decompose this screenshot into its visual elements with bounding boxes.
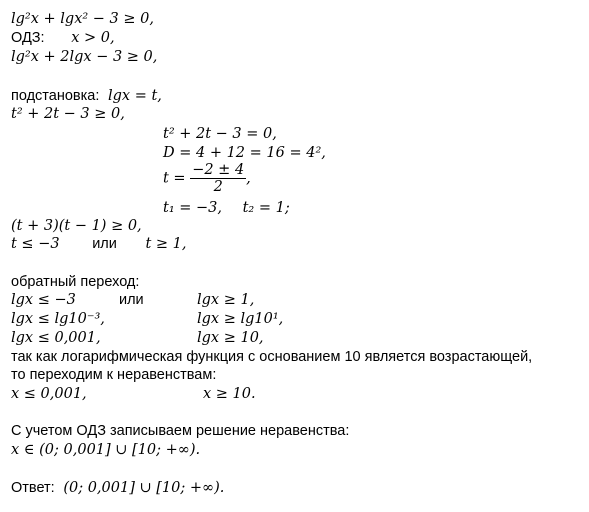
factored-inequality: (t + 3)(t − 1) ≥ 0, — [11, 218, 142, 234]
t-case-a: t ≤ −3 — [11, 236, 60, 252]
back-line-3-left: lgx ≤ 0,001, — [11, 330, 101, 346]
domain-line — [11, 30, 115, 47]
quadratic-inequality: t² + 2t − 3 ≥ 0, — [11, 106, 125, 122]
root-fraction-denominator: 2 — [213, 179, 223, 195]
transformed-inequality: lg²x + 2lgx − 3 ≥ 0, — [11, 49, 158, 65]
substitution-line — [11, 88, 162, 105]
monotonic-note-2: то переходим к неравенствам: — [11, 367, 217, 383]
back-line-2-right: lgx ≥ lg10¹, — [197, 311, 284, 327]
x-result-right: x ≥ 10. — [203, 386, 256, 402]
x-result-left: x ≤ 0,001, — [11, 386, 87, 402]
root-fraction — [190, 162, 246, 195]
answer-line — [11, 480, 224, 497]
back-line-2-left: lgx ≤ lg10⁻³, — [11, 311, 105, 327]
back-line-3-right: lgx ≥ 10, — [197, 330, 264, 346]
or-word-1: или — [92, 236, 117, 252]
back-substitution-label: обратный переход: — [11, 274, 140, 290]
substitution-label: подстановка: — [11, 88, 100, 104]
root-formula-comma: , — [246, 170, 251, 187]
root-formula-lhs: t = — [163, 170, 186, 187]
back-line-1-right: lgx ≥ 1, — [197, 292, 255, 308]
original-inequality: lg²x + lgx² − 3 ≥ 0, — [11, 11, 154, 27]
root-1: t₁ = −3, — [163, 200, 222, 216]
domain-label: ОДЗ: — [11, 30, 45, 46]
or-word-2: или — [119, 292, 144, 308]
root-2: t₂ = 1; — [242, 200, 290, 216]
domain-expression: x > 0, — [71, 30, 115, 46]
answer-label: Ответ: — [11, 480, 55, 496]
substitution-expression: lgx = t, — [108, 88, 162, 104]
t-cases-line — [11, 236, 187, 253]
t-case-b: t ≥ 1, — [145, 236, 187, 252]
quadratic-equation: t² + 2t − 3 = 0, — [163, 126, 277, 142]
discriminant: D = 4 + 12 = 16 = 4², — [163, 145, 326, 161]
domain-note: С учетом ОДЗ записываем решение неравенства: — [11, 423, 350, 439]
root-formula — [163, 162, 251, 195]
answer-expression: (0; 0,001] ∪ [10; +∞). — [63, 480, 225, 496]
back-line-1-left: lgx ≤ −3 — [11, 292, 76, 308]
monotonic-note-1: так как логарифмическая функция с основанием 10 является возрастающей, — [11, 349, 533, 365]
solution-set: x ∈ (0; 0,001] ∪ [10; +∞). — [11, 442, 201, 458]
roots-line — [163, 200, 290, 217]
root-fraction-numerator: −2 ± 4 — [192, 162, 245, 178]
